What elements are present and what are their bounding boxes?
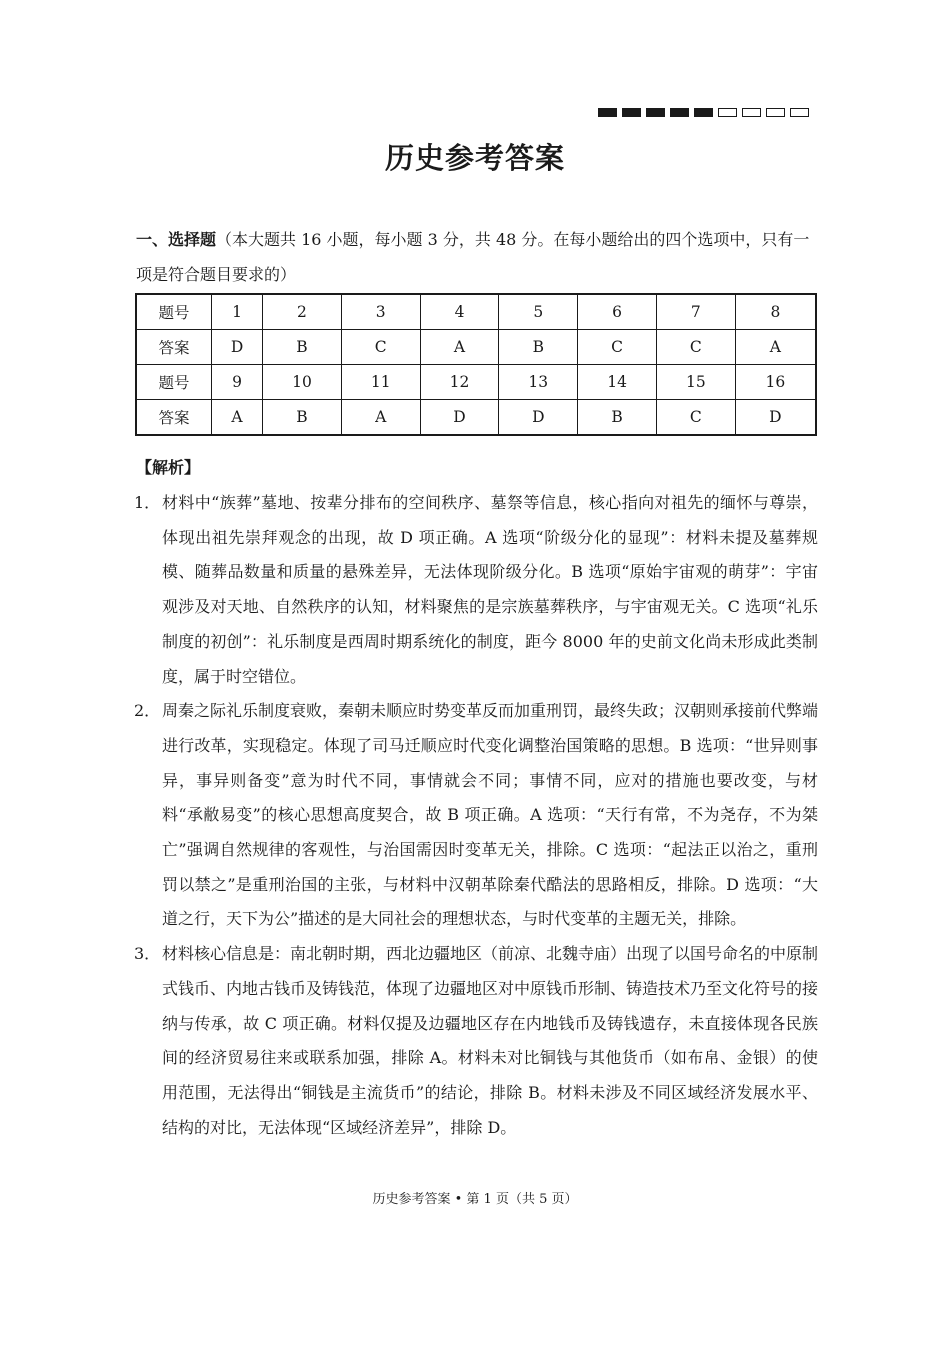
table-cell: C bbox=[656, 400, 735, 436]
table-cell: 2 bbox=[263, 294, 342, 330]
table-cell: B bbox=[263, 330, 342, 365]
empty-square-mark bbox=[742, 108, 761, 117]
filled-square-mark bbox=[670, 108, 689, 117]
table-cell: 11 bbox=[341, 365, 420, 400]
table-cell: C bbox=[341, 330, 420, 365]
item-text: 材料核心信息是：南北朝时期，西北边疆地区（前凉、北魏寺庙）出现了以国号命名的中原制式钱币、内地古钱币及铸钱范，体现了边疆地区对中原钱币形制、铸造技术乃至文化符号的接纳与传承，故 C 项正确。材料仅提及边疆地区存在内地钱币及铸钱遗存，未直接体现各民族间的经济贸易往来或联系加强，排除 A。材料未对比铜钱与其他货币（如布帛、金银）的使用范围，无法得出“铜钱是主流货币”的结论，排除 B。材料未涉及不同区域经济发展水平、结构的对比，无法体现“区域经济差异”，排除 D。 bbox=[162, 944, 819, 1137]
empty-square-mark bbox=[790, 108, 809, 117]
table-cell: 7 bbox=[656, 294, 735, 330]
page-title: 历史参考答案 bbox=[384, 141, 565, 175]
table-row bbox=[136, 294, 816, 330]
row-label: 题号 bbox=[136, 294, 212, 330]
row-label: 答案 bbox=[136, 400, 212, 436]
answer-table bbox=[135, 293, 817, 436]
item-number: 1． bbox=[134, 493, 161, 512]
table-cell: C bbox=[656, 330, 735, 365]
section-intro bbox=[136, 222, 816, 292]
row-label: 题号 bbox=[136, 365, 212, 400]
table-row bbox=[136, 365, 816, 400]
analysis-item-3 bbox=[134, 937, 818, 1145]
analysis-item-1 bbox=[134, 486, 818, 694]
table-cell: D bbox=[735, 400, 816, 436]
item-text: 材料中“族葬”墓地、按辈分排布的空间秩序、墓祭等信息，核心指向对祖先的缅怀与尊崇，体现出祖先崇拜观念的出现，故 D 项正确。A 选项“阶级分化的显现”：材料未提及墓葬规模、随葬品数量和质量的悬殊差异，无法体现阶级分化。B 选项“原始宇宙观的萌芽”：宇宙观涉及对天地、自然秩序的认知，材料聚焦的是宗族墓葬秩序，与宇宙观无关。C 选项“礼乐制度的初创”：礼乐制度是西周时期系统化的制度，距今 8000 年的史前文化尚未形成此类制度，属于时空错位。 bbox=[162, 493, 818, 686]
table-cell: 13 bbox=[499, 365, 578, 400]
item-number: 2． bbox=[134, 701, 161, 721]
table-cell: C bbox=[578, 330, 657, 365]
table-cell: B bbox=[263, 400, 342, 436]
table-cell: D bbox=[499, 400, 578, 436]
table-cell: D bbox=[420, 400, 499, 436]
analysis-item-2 bbox=[134, 694, 818, 937]
analysis-heading: 【解析】 bbox=[136, 458, 201, 477]
table-cell: 3 bbox=[341, 294, 420, 330]
table-cell: 6 bbox=[578, 294, 657, 330]
table-cell: 9 bbox=[212, 365, 263, 400]
table-cell: D bbox=[212, 330, 263, 365]
table-cell: 5 bbox=[499, 294, 578, 330]
table-cell: 15 bbox=[656, 365, 735, 400]
table-cell: 4 bbox=[420, 294, 499, 330]
table-cell: 1 bbox=[212, 294, 263, 330]
filled-square-mark bbox=[622, 108, 641, 117]
table-row bbox=[136, 330, 816, 365]
row-label: 答案 bbox=[136, 330, 212, 365]
page-footer: 历史参考答案 • 第 1 页（共 5 页） bbox=[372, 1192, 578, 1207]
table-cell: 10 bbox=[263, 365, 342, 400]
table-cell: 8 bbox=[735, 294, 816, 330]
section-heading: 一、选择题 bbox=[136, 230, 217, 249]
table-cell: A bbox=[420, 330, 499, 365]
table-cell: B bbox=[578, 400, 657, 436]
filled-square-mark bbox=[598, 108, 617, 117]
analysis-list bbox=[134, 486, 818, 1145]
filled-square-mark bbox=[694, 108, 713, 117]
item-number: 3． bbox=[134, 944, 161, 964]
filled-square-mark bbox=[646, 108, 665, 117]
table-cell: A bbox=[341, 400, 420, 436]
table-cell: 12 bbox=[420, 365, 499, 400]
table-cell: A bbox=[212, 400, 263, 436]
table-row bbox=[136, 400, 816, 436]
empty-square-mark bbox=[718, 108, 737, 117]
table-cell: 14 bbox=[578, 365, 657, 400]
progress-marks bbox=[598, 108, 809, 117]
table-cell: B bbox=[499, 330, 578, 365]
table-cell: 16 bbox=[735, 365, 816, 400]
table-cell: A bbox=[735, 330, 816, 365]
item-text: 周秦之际礼乐制度衰败，秦朝未顺应时势变革反而加重刑罚，最终失政；汉朝则承接前代弊端进行改革，实现稳定。体现了司马迁顺应时代变化调整治国策略的思想。B 选项：“世异则事异，事异则备变”意为时代不同，事情就会不同；事情不同，应对的措施也要改变，与材料“承敝易变”的核心思想高度契合，故 B 项正确。A 选项：“天行有常，不为尧存，不为桀亡”强调自然规律的客观性，与治国需因时变革无关，排除。C 选项：“起法正以治之，重刑罚以禁之”是重刑治国的主张，与材料中汉朝革除秦代酷法的思路相反，排除。D 选项：“大道之行，天下为公”描述的是大同社会的理想状态，与时代变革的主题无关，排除。 bbox=[162, 701, 819, 929]
section-instructions: （本大题共 16 小题，每小题 3 分，共 48 分。在每小题给出的四个选项中，只有一项是符合题目要求的） bbox=[136, 230, 810, 284]
empty-square-mark bbox=[766, 108, 785, 117]
